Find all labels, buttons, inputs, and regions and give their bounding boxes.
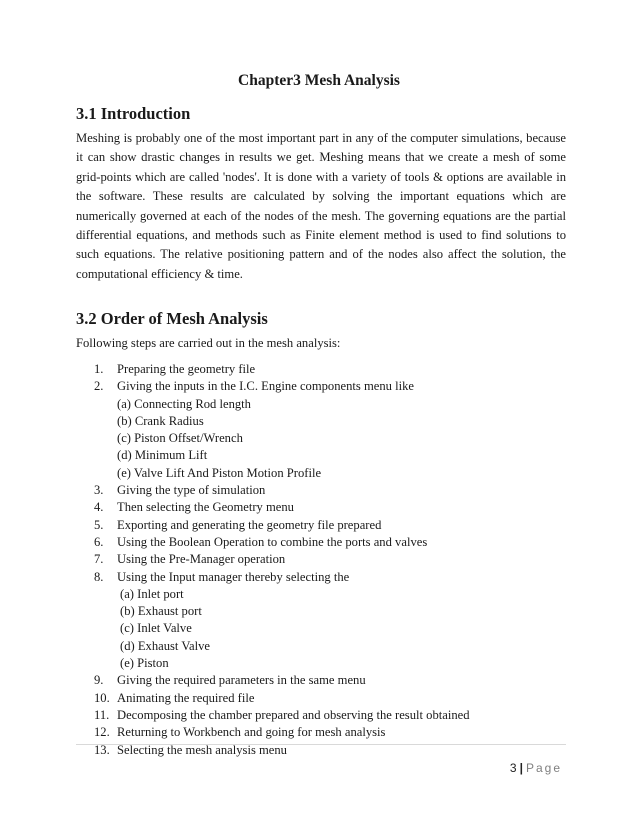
introduction-paragraph: Meshing is probably one of the most important part in any of the computer simulations, because it can show drastic changes in results we get. Meshing means that we create a mesh of some grid-points which are called 'nodes'. It is done with a variety of tools & options are available in the software. These results are calculated by solving the important equations which are numerically governed at each of the nodes of the mesh. The governing equations are the partial differential equations, and methods such as Finite element method is used to find solutions to such equations. The relative positioning pattern and of the nodes also affect the solution, the computational efficiency & time. [76, 131, 566, 281]
list-item [94, 672, 564, 689]
list-item [94, 551, 564, 568]
list-item [94, 690, 564, 707]
sub-list-item: (b) Exhaust port [120, 604, 202, 619]
list-item [94, 534, 564, 551]
sub-list-item: (c) Piston Offset/Wrench [117, 431, 243, 446]
sub-list-item: (b) Crank Radius [117, 413, 204, 428]
list-item-number: 12. [94, 725, 110, 740]
page-label: Page [525, 761, 562, 775]
sub-list-item: (d) Minimum Lift [117, 448, 208, 463]
list-item-number: 6. [94, 534, 104, 549]
list-item [94, 569, 564, 586]
list-item-number: 5. [94, 517, 104, 532]
sub-list-item: (d) Exhaust Valve [120, 638, 211, 653]
list-item-number: 3. [94, 483, 104, 498]
list-item-text: Using the Boolean Operation to combine the ports and valves [117, 534, 428, 549]
sub-list-item: (e) Valve Lift And Piston Motion Profile [117, 465, 322, 480]
list-item-number: 13. [94, 742, 110, 757]
sub-list-item: (c) Inlet Valve [120, 621, 192, 636]
list-item-number: 1. [94, 362, 104, 376]
sub-list-item: (a) Inlet port [120, 586, 184, 601]
list-item-text: Giving the type of simulation [117, 483, 266, 498]
list-item-text: Exporting and generating the geometry file prepared [117, 517, 382, 532]
list-item [94, 378, 564, 395]
list-item-number: 8. [94, 569, 104, 584]
list-item-number: 2. [94, 379, 104, 394]
steps-list [94, 361, 564, 759]
list-item-number: 10. [94, 690, 110, 705]
list-item-number: 7. [94, 552, 104, 567]
list-item-text: Using the Pre-Manager operation [117, 552, 286, 567]
page-footer [510, 761, 562, 775]
list-item-text: Returning to Workbench and going for mesh analysis [117, 725, 386, 740]
list-item-text: Using the Input manager thereby selecting the [117, 569, 350, 584]
footer-divider [76, 744, 566, 745]
steps-lead-sentence: Following steps are carried out in the mesh analysis: [76, 336, 341, 350]
list-item [94, 707, 564, 724]
list-item-text: Giving the inputs in the I.C. Engine components menu like [117, 379, 414, 394]
list-item-number: 11. [94, 707, 110, 722]
section-heading-introduction: 3.1 Introduction [76, 104, 191, 123]
footer-separator: | [519, 761, 523, 775]
list-item [94, 361, 564, 378]
list-item-number: 4. [94, 500, 104, 515]
list-item-text: Animating the required file [117, 690, 255, 705]
section-heading-order-of-mesh-analysis: 3.2 Order of Mesh Analysis [76, 309, 268, 328]
page-number: 3 [509, 761, 517, 775]
list-item [94, 499, 564, 516]
list-item [94, 724, 564, 741]
list-item-text: Giving the required parameters in the same menu [117, 673, 366, 688]
list-item-text: Decomposing the chamber prepared and observing the result obtained [117, 707, 470, 722]
list-item-number: 9. [94, 673, 104, 688]
sub-list-item: (e) Piston [120, 656, 169, 671]
list-item-text: Then selecting the Geometry menu [117, 500, 294, 515]
list-item [94, 482, 564, 499]
list-item [94, 517, 564, 534]
list-item-text: Preparing the geometry file [117, 362, 256, 376]
chapter-title: Chapter3 Mesh Analysis [238, 72, 400, 89]
list-item-text: Selecting the mesh analysis menu [117, 742, 287, 757]
sub-list-item: (a) Connecting Rod length [117, 396, 251, 411]
